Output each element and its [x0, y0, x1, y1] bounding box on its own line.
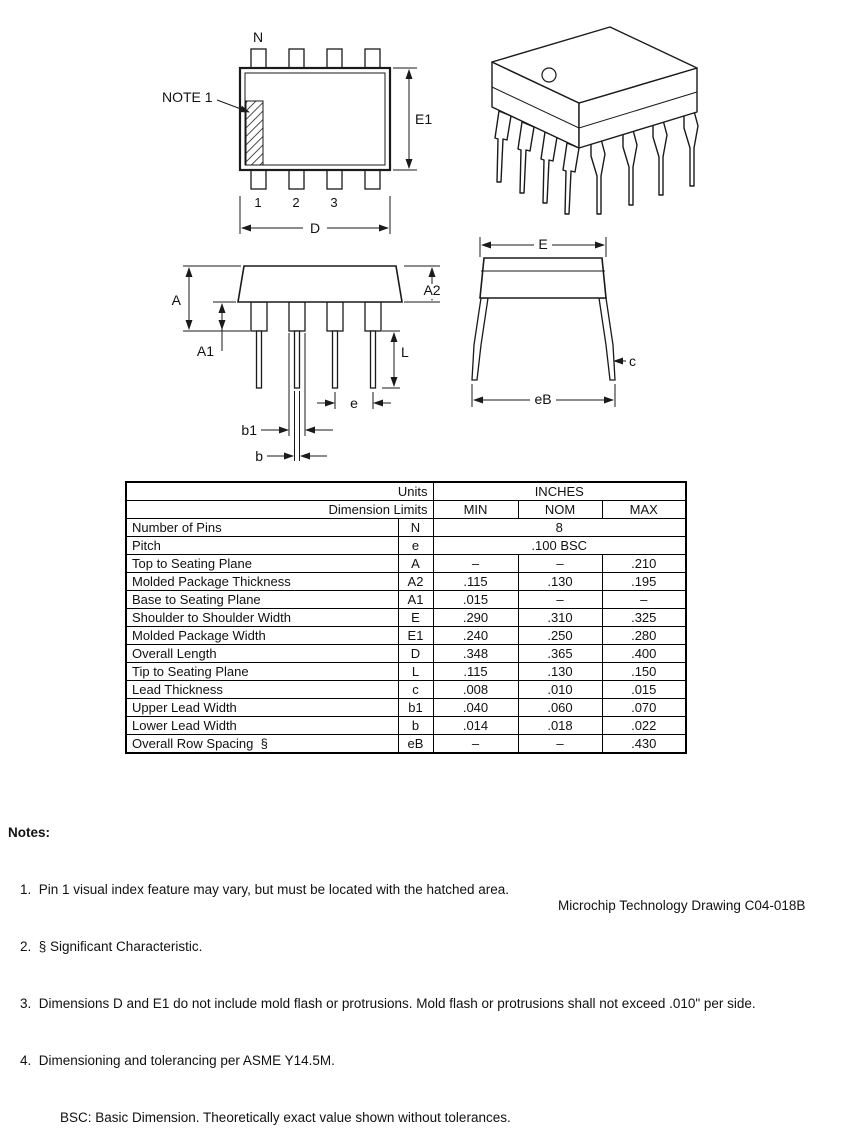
dim-nom: .310: [518, 609, 602, 627]
label-dim-E1: E1: [415, 111, 433, 127]
dim-min: .290: [433, 609, 518, 627]
dimension-table: [125, 481, 687, 754]
dim-nom: –: [518, 555, 602, 573]
dim-max: .325: [602, 609, 686, 627]
dim-nom: –: [518, 735, 602, 754]
label-pin1: 1: [254, 195, 262, 210]
label-dim-b1: b1: [241, 422, 257, 438]
dim-symbol: L: [398, 663, 433, 681]
top-view-drawing: [162, 29, 432, 236]
dim-nom: .130: [518, 573, 602, 591]
dim-name: Overall Row Spacing §: [126, 735, 398, 754]
dim-max: .022: [602, 717, 686, 735]
dim-symbol: E: [398, 609, 433, 627]
label-dim-c: c: [629, 353, 636, 369]
dim-max: .070: [602, 699, 686, 717]
dim-name: Top to Seating Plane: [126, 555, 398, 573]
table-row: [126, 681, 686, 699]
dim-name: Tip to Seating Plane: [126, 663, 398, 681]
label-pin3: 3: [330, 195, 338, 210]
col-header-min: MIN: [433, 501, 518, 519]
package-body-end-view: [480, 258, 606, 298]
label-dim-L: L: [401, 344, 409, 360]
note-item: 3. Dimensions D and E1 do not include mold flash or protrusions. Mold flash or protrusions shall not exceed .010" per side.: [20, 996, 756, 1011]
table-row: [126, 537, 686, 555]
dim-min: .040: [433, 699, 518, 717]
note-item: 2. § Significant Characteristic.: [20, 939, 203, 954]
dim-nom: .060: [518, 699, 602, 717]
table-row: [126, 555, 686, 573]
dim-nom: –: [518, 591, 602, 609]
pin1-index-hatch-area: [246, 101, 263, 165]
table-row: [126, 717, 686, 735]
table-row: [126, 645, 686, 663]
dim-nom: .010: [518, 681, 602, 699]
dim-symbol: D: [398, 645, 433, 663]
label-dim-A: A: [171, 292, 181, 308]
note-item: 4. Dimensioning and tolerancing per ASME Y14.5M.: [20, 1053, 335, 1068]
label-dim-A1: A1: [196, 343, 214, 359]
units-label-cell: Units: [126, 482, 433, 501]
dim-symbol: eB: [398, 735, 433, 754]
note-bsc-line: BSC: Basic Dimension. Theoretically exact value shown without tolerances.: [60, 1110, 511, 1125]
dim-nom: .250: [518, 627, 602, 645]
label-pin-count: N: [252, 29, 264, 45]
dim-symbol: A1: [398, 591, 433, 609]
label-dim-b: b: [255, 448, 263, 464]
label-dim-eB: eB: [534, 391, 552, 407]
dim-name: Base to Seating Plane: [126, 591, 398, 609]
note-item: 1. Pin 1 visual index feature may vary, but must be located with the hatched area.: [20, 882, 510, 897]
dim-name: Shoulder to Shoulder Width: [126, 609, 398, 627]
dim-min: –: [433, 555, 518, 573]
dim-symbol: N: [398, 519, 433, 537]
table-row: [126, 735, 686, 754]
table-row: [126, 591, 686, 609]
dim-symbol: A: [398, 555, 433, 573]
table-row: [126, 573, 686, 591]
label-note1: NOTE 1: [162, 89, 213, 105]
units-value-cell: INCHES: [433, 482, 686, 501]
dim-min: .014: [433, 717, 518, 735]
dim-name: Upper Lead Width: [126, 699, 398, 717]
package-drawing: [0, 0, 852, 470]
dim-min: .240: [433, 627, 518, 645]
dim-max: .195: [602, 573, 686, 591]
dim-name: Molded Package Width: [126, 627, 398, 645]
pin1-indicator-dimple: [542, 68, 556, 82]
table-header-limits-row: [126, 501, 686, 519]
dim-nom: .018: [518, 717, 602, 735]
label-dim-e: e: [350, 395, 358, 411]
end-view-right-lead: [599, 298, 615, 380]
dim-max: .210: [602, 555, 686, 573]
dim-min: –: [433, 735, 518, 754]
dim-name: Number of Pins: [126, 519, 398, 537]
dim-min: .008: [433, 681, 518, 699]
dim-name: Lead Thickness: [126, 681, 398, 699]
dim-symbol: E1: [398, 627, 433, 645]
col-header-nom: NOM: [518, 501, 602, 519]
dim-max: –: [602, 591, 686, 609]
label-dim-D: D: [309, 220, 321, 236]
notes-section: [8, 785, 846, 1146]
dim-min: .348: [433, 645, 518, 663]
dimension-limits-cell: Dimension Limits: [126, 501, 433, 519]
label-dim-E: E: [538, 236, 548, 252]
label-dim-A2: A2: [423, 282, 441, 298]
end-view-drawing: [472, 236, 636, 407]
dim-symbol: b: [398, 717, 433, 735]
dim-max: .280: [602, 627, 686, 645]
dim-value: 8: [433, 519, 686, 537]
col-header-max: MAX: [602, 501, 686, 519]
dim-name: Pitch: [126, 537, 398, 555]
side-view-drawing: [172, 266, 445, 464]
isometric-view-drawing: [492, 27, 698, 214]
dim-max: .015: [602, 681, 686, 699]
table-row: [126, 519, 686, 537]
dim-name: Lower Lead Width: [126, 717, 398, 735]
dim-value: .100 BSC: [433, 537, 686, 555]
dim-nom: .130: [518, 663, 602, 681]
package-body-side-view: [238, 266, 402, 302]
table-row: [126, 663, 686, 681]
dim-max: .400: [602, 645, 686, 663]
dim-max: .430: [602, 735, 686, 754]
drawing-credit: Microchip Technology Drawing C04-018B: [558, 898, 806, 913]
dim-name: Molded Package Thickness: [126, 573, 398, 591]
iso-leg: [495, 111, 511, 182]
dim-symbol: b1: [398, 699, 433, 717]
dim-symbol: e: [398, 537, 433, 555]
table-row: [126, 609, 686, 627]
end-view-left-lead: [472, 298, 488, 380]
dim-nom: .365: [518, 645, 602, 663]
table-header-units-row: [126, 482, 686, 501]
pin-outline: [251, 49, 266, 68]
dim-min: .115: [433, 663, 518, 681]
dim-min: .115: [433, 573, 518, 591]
dim-symbol: A2: [398, 573, 433, 591]
label-pin2: 2: [292, 195, 300, 210]
dim-symbol: c: [398, 681, 433, 699]
table-row: [126, 699, 686, 717]
dim-min: .015: [433, 591, 518, 609]
table-row: [126, 627, 686, 645]
dim-max: .150: [602, 663, 686, 681]
dim-name: Overall Length: [126, 645, 398, 663]
notes-title: Notes:: [8, 825, 51, 840]
